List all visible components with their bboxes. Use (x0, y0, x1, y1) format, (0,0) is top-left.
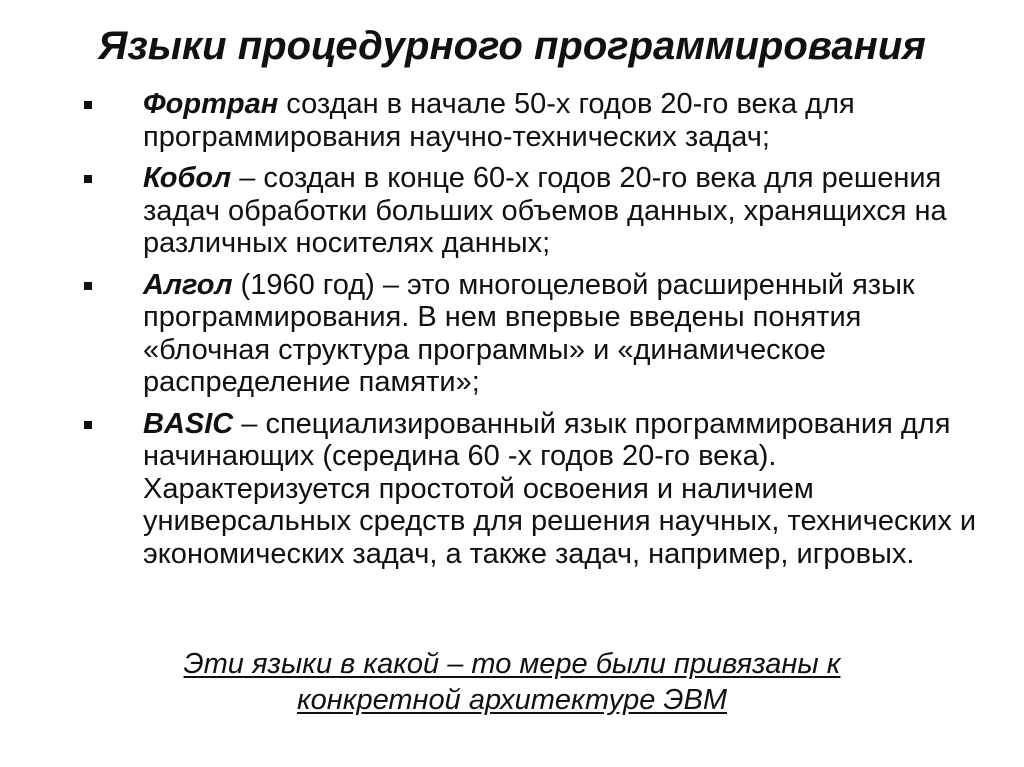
language-name: Алгол (143, 268, 233, 301)
square-bullet-icon (84, 101, 92, 109)
list-item-basic (0, 408, 983, 571)
language-description: – специализированный язык программирования для начинающих (середина 60 -х годов 20-го века). Характеризуется простотой освоения и наличием универсальных средств для решения научных, технических и экономических задач, а также задач, например, игровых. (143, 407, 977, 570)
slide-title: Языки процедурного программирования (98, 24, 926, 68)
language-name: BASIC (143, 407, 234, 440)
summary-note-line-1: Эти языки в какой – то мере были привязаны к (183, 648, 841, 680)
language-name: Фортран (143, 88, 279, 120)
list-item-algol (0, 269, 983, 399)
language-description: (1960 год) – это многоцелевой расширенный язык программирования. В нем впервые введены понятия «блочная структура программы» и «динамическое распределение памяти»; (143, 268, 915, 398)
square-bullet-icon (84, 282, 92, 290)
language-description: создан в начале 50-х годов 20-го века для программирования научно-технических задач; (143, 88, 855, 153)
square-bullet-icon (84, 421, 92, 429)
list-item-fortran (0, 88, 983, 153)
square-bullet-icon (84, 175, 92, 183)
language-description: – создан в конце 60-х годов 20-го века для решения задач обработки больших объемов данных, хранящихся на различных носителях данных; (143, 162, 947, 259)
language-name: Кобол (143, 162, 232, 194)
list-item-cobol (0, 162, 983, 260)
summary-note (0, 646, 1024, 718)
language-list (0, 88, 1024, 579)
summary-note-line-2: конкретной архитектуре ЭВМ (296, 684, 727, 716)
